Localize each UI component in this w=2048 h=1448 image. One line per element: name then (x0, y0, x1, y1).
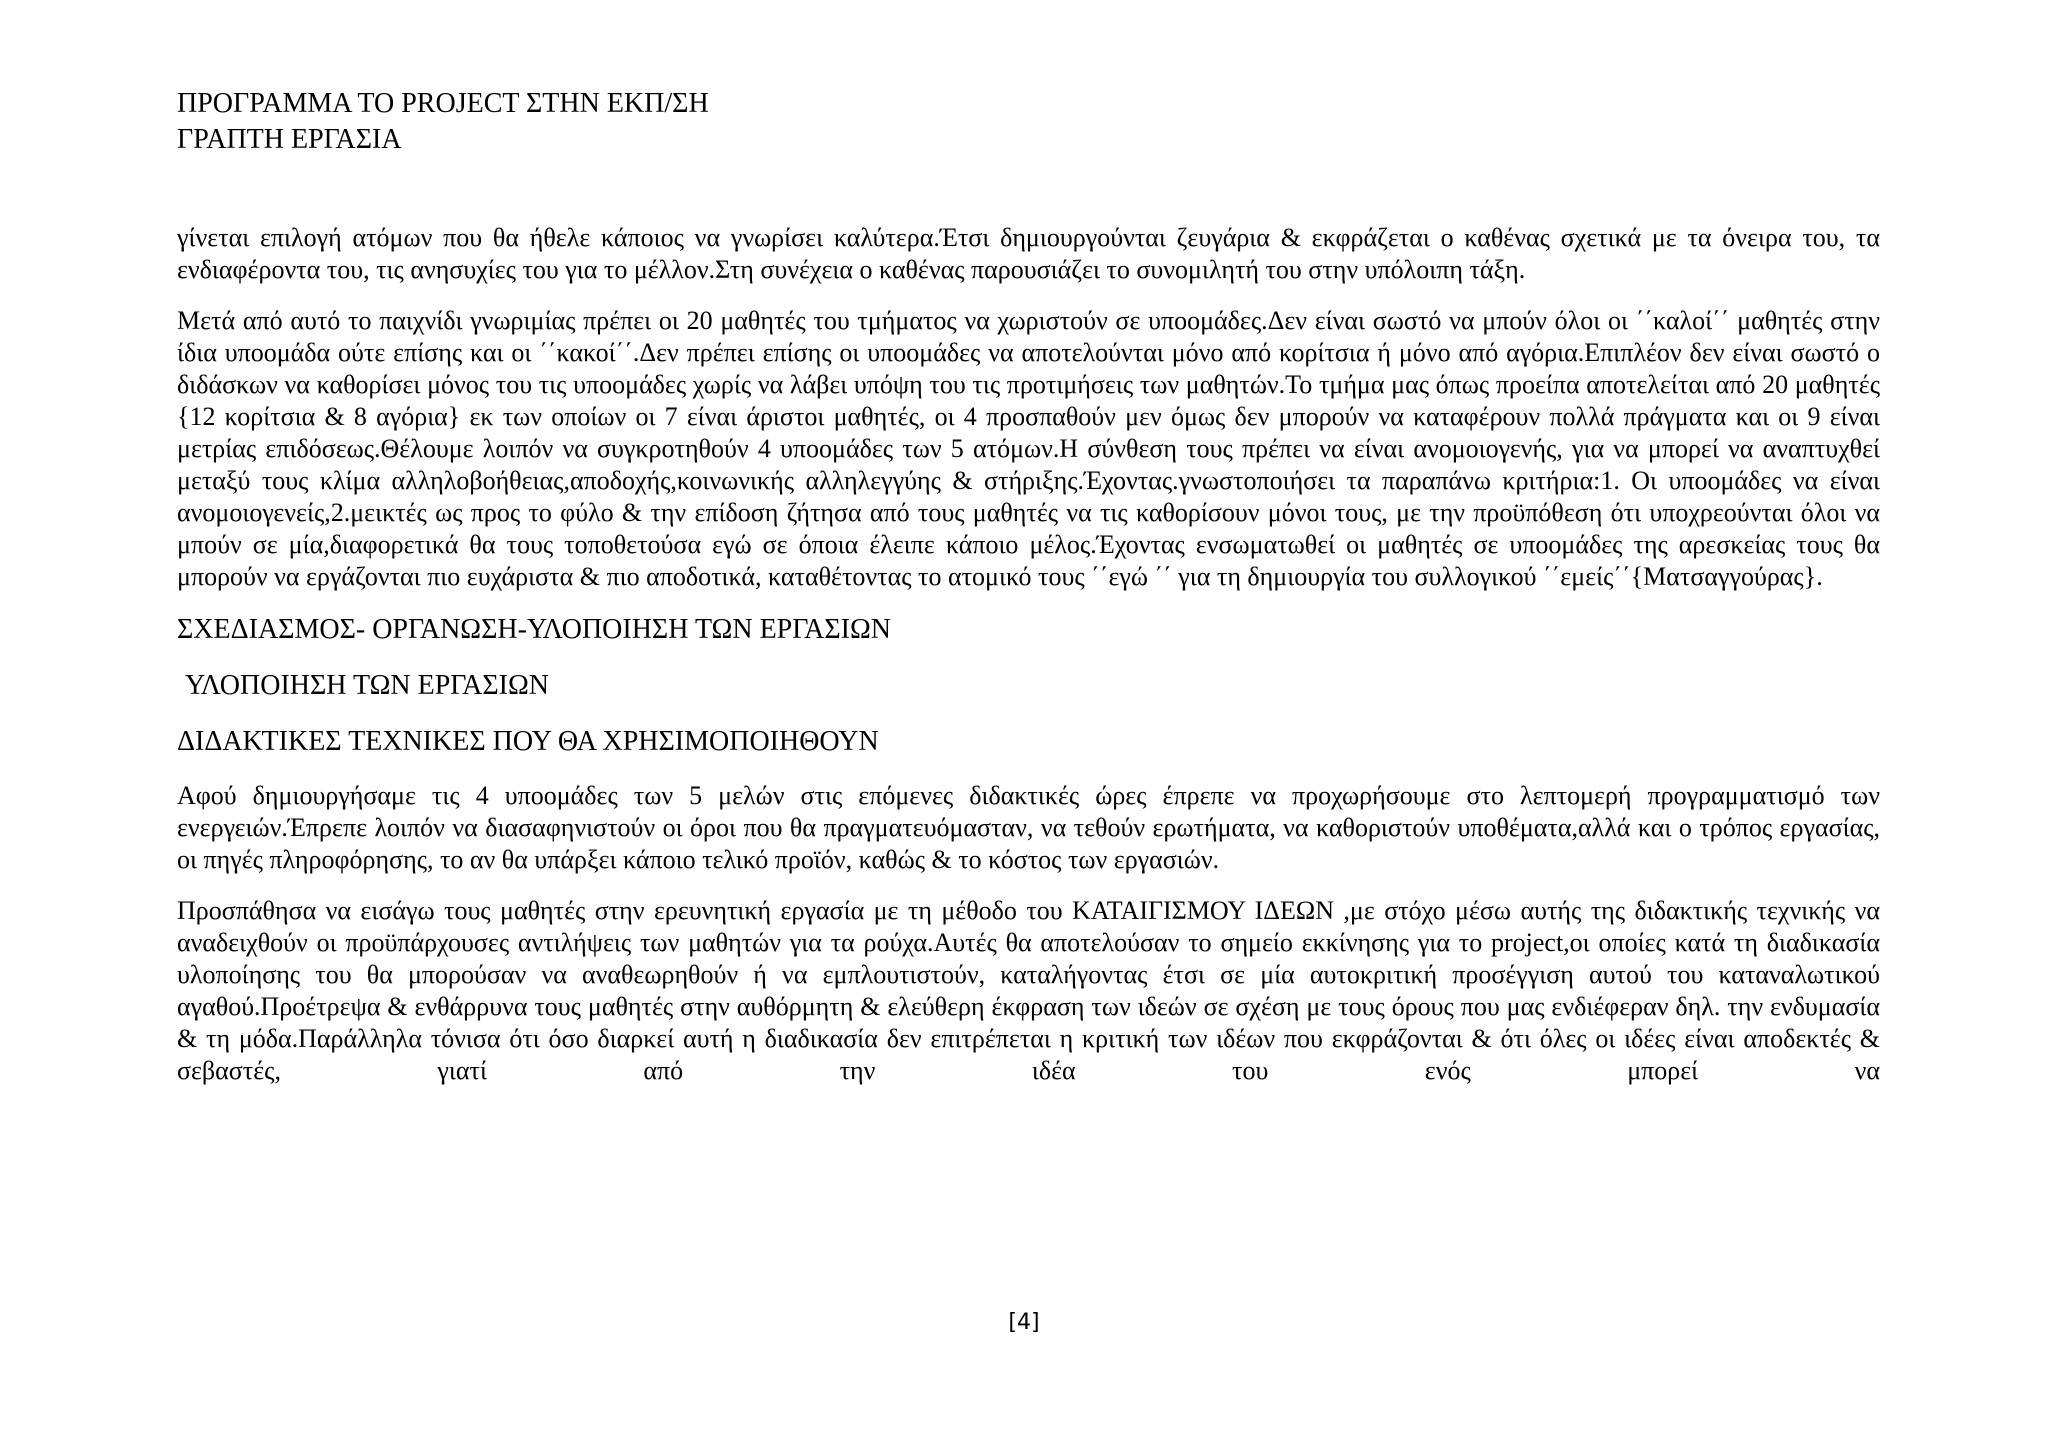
page-header (177, 86, 1877, 158)
heading-teaching-techniques: ΔΙΔΑΚΤΙΚΕΣ ΤΕΧΝΙΚΕΣ ΠΟΥ ΘΑ ΧΡΗΣΙΜΟΠΟΙΗΘΟΥΝ (177, 726, 879, 757)
header-program-title: ΠΡΟΓΡΑΜΜΑ ΤΟ PROJECT ΣΤΗΝ ΕΚΠ/ΣΗ (177, 88, 709, 119)
paragraph-detailed-planning: Αφού δημιουργήσαμε τις 4 υποομάδες των 5 μελών στις επόμενες διδακτικές ώρες έπρεπε να προχωρήσουμε στο λεπτομερή προγραμματισμό των ενεργειών.Έπρεπε λοιπόν να διασαφηνιστούν οι όροι που θα πραγματευόμασταν, να τεθούν ερωτήματα, να καθοριστούν υποθέματα,αλλά και ο τρόπος εργασίας, οι πηγές πληροφόρησης, το αν θα υπάρξει κάποιο τελικό προϊόν, καθώς & το κόστος των εργασιών. (177, 781, 1880, 874)
header-assignment-title: ΓΡΑΠΤΗ ΕΡΓΑΣΙΑ (177, 124, 402, 155)
document-body (177, 222, 1880, 1106)
paragraph-subgroups: Μετά από αυτό το παιχνίδι γνωριμίας πρέπει οι 20 μαθητές του τμήματος να χωριστούν σε υποομάδες.Δεν είναι σωστό να μπούν όλοι οι ΄΄καλοί΄΄ μαθητές στην ίδια υποομάδα ούτε επίσης και οι ΄΄κακοί΄΄.Δεν πρέπει επίσης οι υποομάδες να αποτελούνται μόνο από κορίτσια ή μόνο από αγόρια.Επιπλέον δεν είναι σωστό ο διδάσκων να καθορίσει μόνος του τις υποομάδες χωρίς να λάβει υπόψη του τις προτιμήσεις των μαθητών.Το τμήμα μας όπως προείπα αποτελείται από 20 μαθητές {12 κορίτσια & 8 αγόρια} εκ των οποίων οι 7 είναι άριστοι μαθητές, οι 4 προσπαθούν μεν όμως δεν μπορούν να καταφέρουν πολλά πράγματα και οι 9 είναι μετρίας επιδόσεως.Θέλουμε λοιπόν να συγκροτηθούν 4 υποομάδες των 5 ατόμων.Η σύνθεση τους πρέπει να είναι ανομοιογενής, για να μπορεί να αναπτυχθεί μεταξύ τους κλίμα αλληλοβοήθειας,αποδοχής,κοινωνικής αλληλεγγύης & στήριξης.Έχοντας.γνωστοποιήσει τα παραπάνω κριτήρια:1. Οι υποομάδες να είναι ανομοιογενείς,2.μεικτές ως προς το φύλο & την επίδοση ζήτησα από τους μαθητές να τις καθορίσουν μόνοι τους, με την προϋπόθεση ότι υποχρεούνται όλοι να μπούν σε μία,διαφορετικά θα τους τοποθετούσα εγώ σε όποια έλειπε κάποιο μέλος.Έχοντας ενσωματωθεί οι μαθητές σε υποομάδες της αρεσκείας τους θα μπορούν να εργάζονται πιο ευχάριστα & πιο αποδοτικά, καταθέτοντας το ατομικό τους ΄΄εγώ ΄΄ για τη δημιουργία του συλλογικού ΄΄εμείς΄΄{Ματσαγγούρας}. (177, 306, 1880, 591)
heading-implementation: ΥΛΟΠΟΙΗΣΗ ΤΩΝ ΕΡΓΑΣΙΩΝ (185, 670, 550, 701)
paragraph-acquaintance-game: γίνεται επιλογή ατόμων που θα ήθελε κάποιος να γνωρίσει καλύτερα.Έτσι δημιουργούνται ζευγάρια & εκφράζεται ο καθένας σχετικά με τα όνειρα του, τα ενδιαφέροντα του, τις ανησυχίες του για το μέλλον.Στη συνέχεια ο καθένας παρουσιάζει το συνομιλητή του στην υπόλοιπη τάξη. (177, 223, 1880, 284)
paragraph-brainstorming: Προσπάθησα να εισάγω τους μαθητές στην ερευνητική εργασία με τη μέθοδο του ΚΑΤΑΙΓΙΣΜΟΥ ΙΔΕΩΝ ,με στόχο μέσω αυτής της διδακτικής τεχνικής να αναδειχθούν οι προϋπάρχουσες αντιλήψεις των μαθητών για τα ρούχα.Αυτές θα αποτελούσαν το σημείο εκκίνησης για το project,οι οποίες κατά τη διαδικασία υλοποίησης του θα μπορούσαν να αναθεωρηθούν ή να εμπλουτιστούν, καταλήγοντας έτσι σε μία αυτοκριτική προσέγγιση αυτού του καταναλωτικού αγαθού.Προέτρεψα & ενθάρρυνα τους μαθητές στην αυθόρμητη & ελεύθερη έκφραση των ιδεών σε σχέση με τους όρους που μας ενδιέφεραν δηλ. την ενδυμασία & τη μόδα.Παράλληλα τόνισα ότι όσο διαρκεί αυτή η διαδικασία δεν επιτρέπεται η κριτική των ιδέων που εκφράζονται & ότι όλες οι ιδέες είναι αποδεκτές & σεβαστές, γιατί από την ιδέα του ενός μπορεί να (177, 896, 1880, 1085)
heading-planning-organization: ΣΧΕΔΙΑΣΜΟΣ- ΟΡΓΑΝΩΣΗ-ΥΛΟΠΟΙΗΣΗ ΤΩΝ ΕΡΓΑΣΙΩΝ (177, 614, 891, 645)
page-number: [4] (1008, 1310, 1040, 1335)
